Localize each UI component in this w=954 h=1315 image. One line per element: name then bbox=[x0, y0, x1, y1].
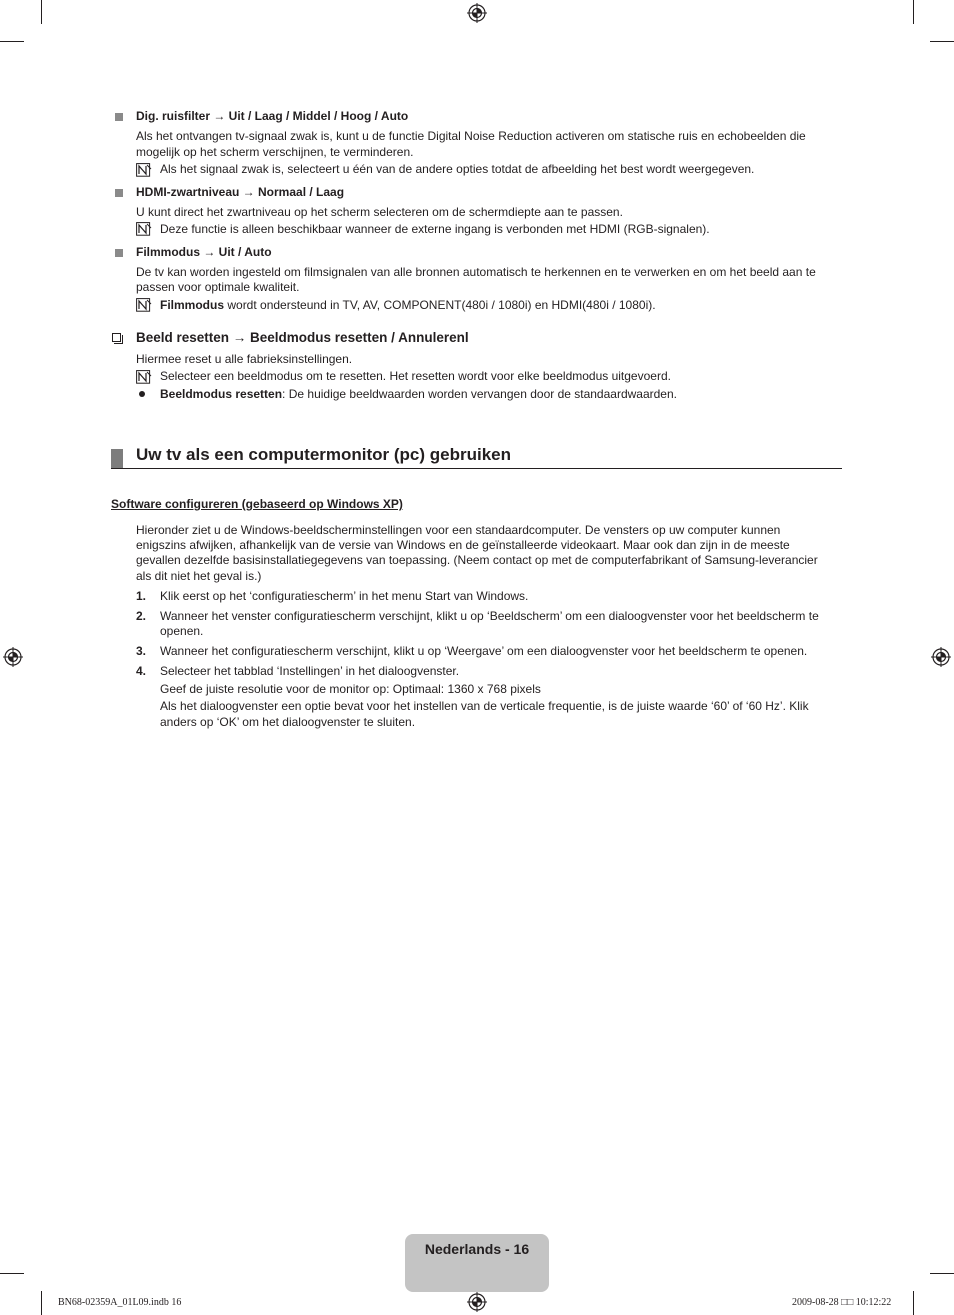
imprint-date: 2009-08-28 □□ 10:12:22 bbox=[792, 1297, 892, 1308]
step-number: 4. bbox=[136, 664, 147, 678]
intro-line: gevallen dezelfde basisinstallatiegegevens van toepassing. (Neem contact op met de computerfabrikant of Samsung-leverancier bbox=[136, 553, 818, 567]
crop-mark bbox=[41, 0, 42, 24]
item-title: Filmmodus → Uit / Auto bbox=[136, 245, 272, 259]
page-number: Nederlands - 16 bbox=[424, 1241, 530, 1257]
registration-mark-icon bbox=[467, 1292, 487, 1312]
crop-mark bbox=[930, 41, 954, 42]
reset-bullet-text bbox=[160, 387, 677, 402]
item-body-line: U kunt direct het zwartniveau op het scherm selecteren om de schermdiepte aan te passen. bbox=[136, 205, 623, 219]
crop-mark bbox=[913, 1291, 914, 1315]
step-line: Als het dialoogvenster een optie bevat voor het instellen van de verticale frequentie, is de juiste waarde ‘60’ of ‘60 Hz’. Klik bbox=[160, 699, 809, 713]
step-line: anders op ‘OK’ om het dialoogvenster te sluiten. bbox=[160, 715, 416, 729]
step-line: Geef de juiste resolutie voor de monitor op: Optimaal: 1360 x 768 pixels bbox=[160, 682, 541, 696]
step-number: 2. bbox=[136, 609, 147, 623]
crop-mark bbox=[41, 1291, 42, 1315]
step-line: Klik eerst op het ‘configuratiescherm’ in het menu Start van Windows. bbox=[160, 589, 529, 603]
item-title: Dig. ruisfilter → Uit / Laag / Middel / Hoog / Auto bbox=[136, 109, 409, 123]
section-rule bbox=[111, 468, 842, 469]
intro-line: Hieronder ziet u de Windows-beeldscherminstellingen voor een standaardcomputer. De vensters op uw computer kunnen bbox=[136, 523, 781, 537]
step-line: Wanneer het configuratiescherm verschijnt, klikt u op ‘Weergave’ om een dialoogvenster voor het beeldscherm te openen. bbox=[160, 644, 808, 658]
square-bullet-icon bbox=[115, 249, 123, 257]
note-icon bbox=[136, 298, 152, 312]
crop-mark bbox=[0, 1273, 24, 1274]
step-number: 3. bbox=[136, 644, 147, 658]
step-line: Wanneer het venster configuratiescherm verschijnt, klikt u op ‘Beeldscherm’ om een dialoogvenster voor het beeldscherm te bbox=[160, 609, 819, 623]
note-text: Deze functie is alleen beschikbaar wanneer de externe ingang is verbonden met HDMI (RGB-signalen). bbox=[160, 222, 710, 236]
note-icon bbox=[136, 370, 152, 384]
step-line: openen. bbox=[160, 624, 204, 638]
checkbox-bullet-icon bbox=[112, 333, 121, 342]
item-body-line: mogelijk op het scherm verschijnen, te verminderen. bbox=[136, 145, 414, 159]
crop-mark bbox=[930, 1273, 954, 1274]
reset-body: Hiermee reset u alle fabrieksinstellingen. bbox=[136, 352, 353, 366]
imprint-file: BN68-02359A_01L09.indb 16 bbox=[58, 1297, 182, 1308]
section-title: Uw tv als een computermonitor (pc) gebruiken bbox=[136, 445, 512, 464]
subsection-title: Software configureren (gebaseerd op Windows XP) bbox=[111, 497, 403, 511]
reset-title: Beeld resetten → Beeldmodus resetten / Annulerenl bbox=[136, 330, 469, 345]
crop-mark bbox=[913, 0, 914, 24]
dot-bullet-icon bbox=[139, 391, 145, 397]
step-number: 1. bbox=[136, 589, 147, 603]
registration-mark-icon bbox=[467, 3, 487, 23]
registration-mark-icon bbox=[931, 647, 951, 667]
crop-mark bbox=[0, 41, 24, 42]
item-body-line: Als het ontvangen tv-signaal zwak is, kunt u de functie Digital Noise Reduction activeren om statische ruis en echobeelden die bbox=[136, 129, 806, 143]
square-bullet-icon bbox=[115, 189, 123, 197]
note-bold-term: Filmmodus bbox=[160, 298, 225, 312]
intro-line: enigszins afwijken, afhankelijk van de versie van Windows en de geïnstalleerde videokaart. Maar ook dan zijn in de meeste bbox=[136, 538, 790, 552]
bullet-bold-term: Beeldmodus resetten bbox=[160, 387, 283, 401]
item-body-line: De tv kan worden ingesteld om filmsignalen van alle bronnen automatisch te herkennen en te verwerken en om het beeld aan te bbox=[136, 265, 816, 279]
note-rest: wordt ondersteund in TV, AV, COMPONENT(480i / 1080i) en HDMI(480i / 1080i). bbox=[224, 298, 656, 312]
item-title: HDMI-zwartniveau → Normaal / Laag bbox=[136, 185, 345, 199]
note-icon bbox=[136, 163, 152, 177]
note-text: Selecteer een beeldmodus om te resetten. Het resetten wordt voor elke beeldmodus uitgevoerd. bbox=[160, 369, 671, 383]
registration-mark-icon bbox=[3, 647, 23, 667]
step-line: Selecteer het tabblad ‘Instellingen’ in het dialoogvenster. bbox=[160, 664, 460, 678]
item-body-line: passen voor optimale kwaliteit. bbox=[136, 280, 300, 294]
square-bullet-icon bbox=[115, 113, 123, 121]
note-text bbox=[160, 298, 656, 313]
bullet-rest: : De huidige beeldwaarden worden vervangen door de standaardwaarden. bbox=[282, 387, 677, 401]
note-icon bbox=[136, 222, 152, 236]
note-text: Als het signaal zwak is, selecteert u één van de andere opties totdat de afbeelding het best wordt weergegeven. bbox=[160, 162, 755, 176]
section-bar bbox=[111, 449, 123, 469]
intro-line: als dit niet het geval is.) bbox=[136, 569, 262, 583]
